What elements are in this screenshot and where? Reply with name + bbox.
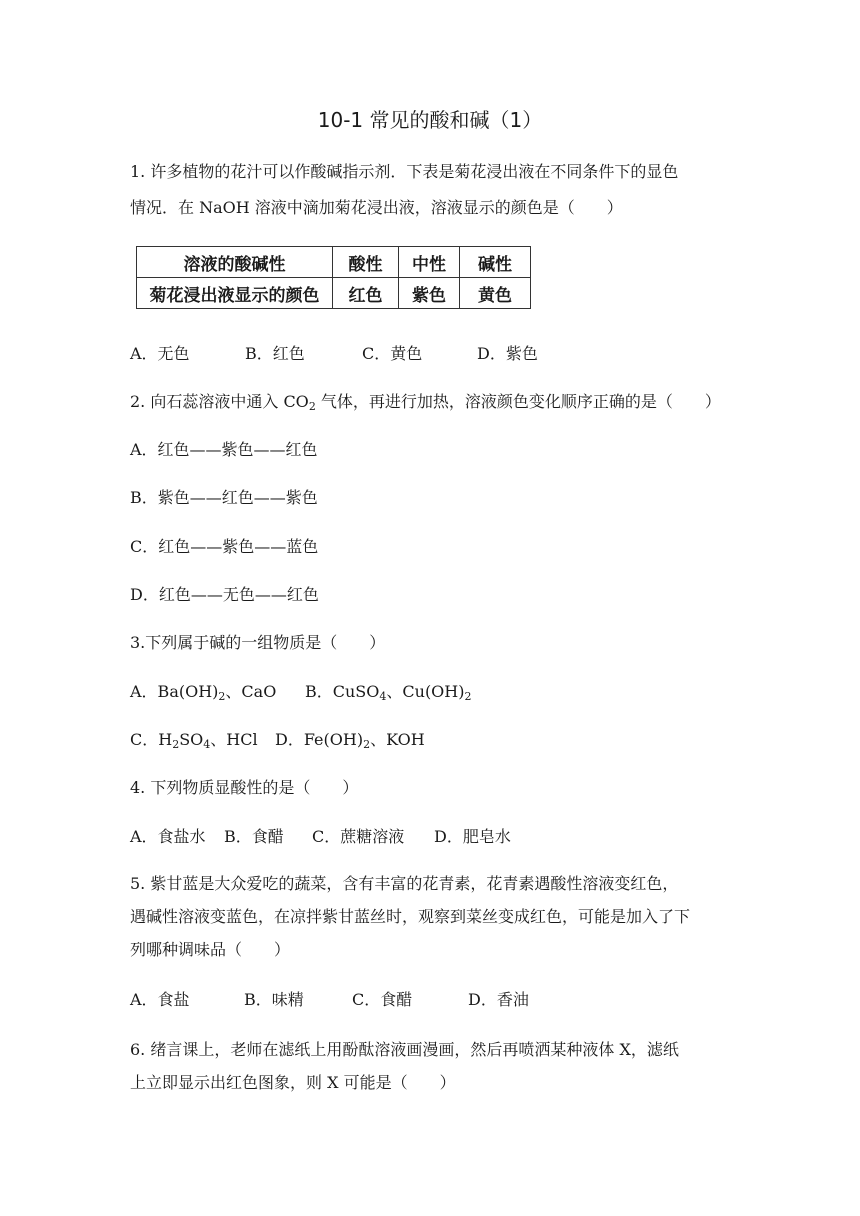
q5-stem-line1: 5. 紫甘蓝是大众爱吃的蔬菜，含有丰富的花青素，花青素遇酸性溶液变红色，: [130, 874, 679, 893]
q5-options: [130, 990, 529, 1010]
q3-d-sub: 2: [363, 738, 371, 751]
q3-c-mid: SO: [179, 730, 204, 749]
q1-option-a: A．无色: [130, 344, 190, 363]
q5-option-a: A．食盐: [130, 990, 190, 1009]
q4-options: [130, 827, 511, 847]
q3-option-a: [130, 682, 305, 702]
table-cell: 碱性: [460, 247, 531, 278]
table-cell: 菊花浸出液显示的颜色: [137, 278, 333, 309]
q3-c-post: 、HCl: [210, 730, 258, 749]
table-row: [137, 247, 531, 278]
q3-a-sub: 2: [218, 690, 226, 703]
table-row: [137, 278, 531, 309]
q3-stem: 3.下列属于碱的一组物质是（ ）: [130, 633, 386, 652]
q5-option-d: D．香油: [468, 990, 529, 1009]
q3-a-pre: A．Ba(OH): [130, 682, 219, 701]
q3-b-pre: B．CuSO: [305, 682, 380, 701]
q3-a-post: 、CaO: [225, 682, 277, 701]
q3-b-sub1: 4: [379, 690, 387, 703]
table-cell: 紫色: [399, 278, 460, 309]
q3-c-sub2: 4: [203, 738, 211, 751]
q3-option-d: [275, 730, 425, 749]
q3-b-mid: 、Cu(OH): [386, 682, 465, 701]
q2-stem-sub: 2: [308, 400, 316, 413]
q4-option-d: D．肥皂水: [434, 827, 511, 846]
table-cell: 红色: [333, 278, 399, 309]
q2-stem-post: 气体，再进行加热，溶液颜色变化顺序正确的是（ ）: [315, 392, 721, 411]
q4-stem: 4. 下列物质显酸性的是（ ）: [130, 778, 359, 797]
q5-option-c: C．食醋: [352, 990, 413, 1009]
table-cell: 中性: [399, 247, 460, 278]
q1-option-d: D．紫色: [477, 344, 538, 363]
q5-stem-line2: 遇碱性溶液变蓝色，在凉拌紫甘蓝丝时，观察到菜丝变成红色，可能是加入了下: [130, 907, 691, 926]
table-cell: 酸性: [333, 247, 399, 278]
q5-option-b: B．味精: [244, 990, 304, 1009]
q3-options-cd: [130, 730, 425, 750]
q2-option-b: B．紫色——红色——紫色: [130, 488, 318, 507]
q6-stem-line1: 6. 绪言课上，老师在滤纸上用酚酞溶液画漫画，然后再喷洒某种液体 X，滤纸: [130, 1040, 679, 1059]
q5-stem-line3: 列哪种调味品（ ）: [130, 940, 291, 959]
q2-option-d: D．红色——无色——红色: [130, 585, 319, 604]
table-cell: 溶液的酸碱性: [137, 247, 333, 278]
q1-options: [130, 344, 538, 364]
q1-option-c: C．黄色: [362, 344, 423, 363]
table-cell: 黄色: [460, 278, 531, 309]
q1-stem-line1: 1. 许多植物的花汁可以作酸碱指示剂．下表是菊花浸出液在不同条件下的显色: [130, 162, 679, 181]
page-title: 10-1 常见的酸和碱（1）: [317, 108, 543, 132]
q3-c-sub1: 2: [172, 738, 180, 751]
q3-c-pre: C．H: [130, 730, 173, 749]
q6-stem-line2: 上立即显示出红色图象，则 X 可能是（ ）: [130, 1073, 456, 1092]
q2-stem-pre: 2. 向石蕊溶液中通入 CO: [130, 392, 309, 411]
q2-option-a: A．红色——紫色——红色: [130, 440, 318, 459]
q3-option-c: [130, 730, 275, 750]
q4-option-a: A．食盐水: [130, 827, 206, 846]
q1-option-b: B．红色: [245, 344, 305, 363]
q3-d-post: 、KOH: [370, 730, 425, 749]
q1-stem-line2: 情况．在 NaOH 溶液中滴加菊花浸出液，溶液显示的颜色是（ ）: [130, 198, 623, 217]
q4-option-b: B．食醋: [224, 827, 284, 846]
q2-option-c: C．红色——紫色——蓝色: [130, 537, 319, 556]
q3-b-sub2: 2: [464, 690, 472, 703]
q2-stem: [130, 392, 721, 412]
q4-option-c: C．蔗糖溶液: [312, 827, 405, 846]
q3-options-ab: [130, 682, 472, 702]
q3-option-b: [305, 682, 472, 701]
q1-color-table: [136, 246, 531, 309]
q3-d-pre: D．Fe(OH): [275, 730, 364, 749]
